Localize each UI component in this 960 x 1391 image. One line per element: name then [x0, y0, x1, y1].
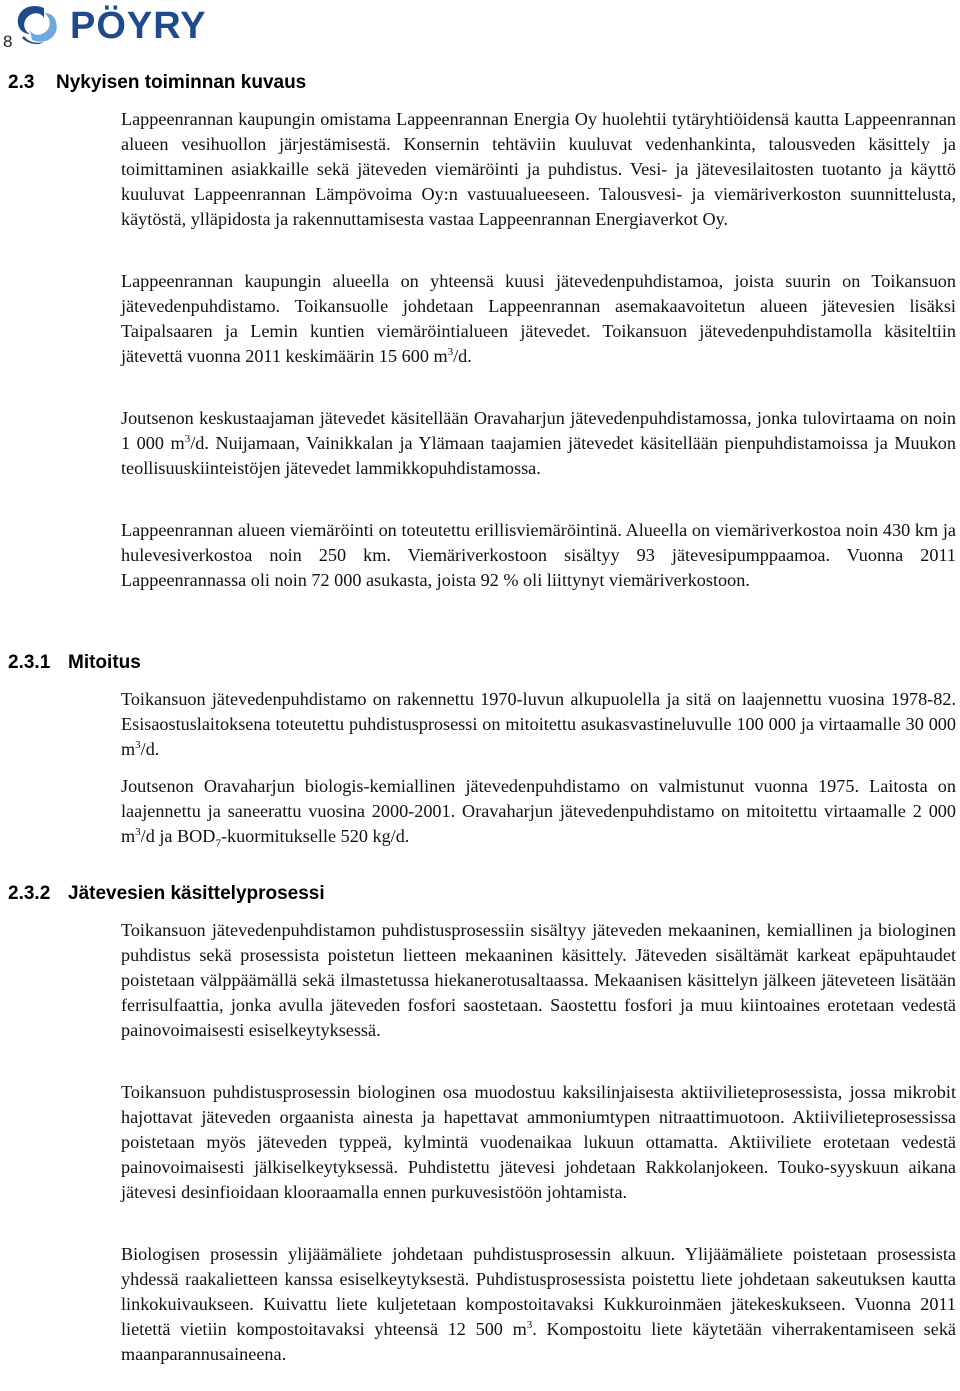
paragraph-vesihuolto: Lappeenrannan kaupungin omistama Lappeenrannan Energia Oy huolehtii tytäryhtiöidensä kautta Lappeenrannan alueen vesihuollon järjestämisestä. Konsernin tehtäviin kuuluvat vedenhankinta, talousveden käsittely ja toimittaminen asiakkaille sekä jäteveden viemäröinti ja puhdistus. Vesi- ja jätevesilaitosten tuotanto ja käyttö kuuluvat Lappeenrannan Lämpövoima Oy:n vastuualueeseen. Talousvesi- ja viemäriverkoston suunnittelusta, käytöstä, ylläpidosta ja rakennuttamisesta vastaa Lappeenrannan Energiaverkot Oy.: [121, 109, 956, 229]
page-number: 8: [3, 32, 13, 51]
paragraph-biologinen-kasittely: Toikansuon puhdistusprosessin biologinen osa muodostuu kaksilinjaisesta aktiivilieteprosessista, jossa mikrobit hajottavat jäteveden orgaanista ainesta ja hapettavat ammoniumtypen nitraattimuotoon. Aktiivilieteprosessissa poistetaan myös jäteveden typpeä, kylmintä vuodenaikaa lukuun ottamatta. Aktiiviliete erotetaan vedestä painovoimaisesti jälkiselkeytyksessä. Puhdistettu jätevesi johdetaan Rakkolanjokeen. Touko-syyskuun aikana jätevesi desinfioidaan klooraamalla ennen purkuvesistöön johtamista.: [121, 1082, 956, 1202]
paragraph-puhdistamot: Lappeenrannan kaupungin alueella on yhteensä kuusi jätevedenpuhdistamoa, joista suurin on Toikansuon jätevedenpuhdistamo. Toikansuolle johdetaan Lappeenrannan asemakaavoitetun alueen jätevesien lisäksi Taipalsaaren ja Lemin kuntien viemäröintialueen jätevedet. Toikansuon jätevedenpuhdistamolla käsiteltiin jätevettä vuonna 2011 keskimäärin 15 600 $m^3/d$.: [121, 271, 956, 366]
section-title: Jätevesien käsittelyprosessi: [68, 883, 325, 904]
section-heading-2-3: [8, 72, 306, 94]
section-number: 2.3.2: [8, 883, 51, 904]
logo-text: PÖYRY: [70, 5, 207, 47]
section-title: Nykyisen toiminnan kuvaus: [56, 72, 307, 93]
section-title: Mitoitus: [68, 652, 141, 673]
section-number: 2.3.1: [8, 652, 51, 673]
paragraph-liete: Biologisen prosessin ylijäämäliete johdetaan puhdistusprosessin alkuun. Ylijäämäliete poistetaan prosessista yhdessä raakalietteen kanssa esiselkeytyksestä. Puhdistusprosessista poistettu liete johdetaan sakeutuksen kautta linkokuivaukseen. Kuivattu liete kuljetetaan kompostoitavaksi Kukkuroinmäen jätekeskukseen. Vuonna 2011 lietettä vietiin kompostoitavaksi yhteensä 12 500 $m^3$. Kompostoitu liete käytetään viherrakentamiseen sekä maanparannusaineena.: [121, 1244, 956, 1364]
page-header: [0, 0, 960, 52]
section-heading-2-3-2: [8, 883, 325, 905]
section-heading-2-3-1: [8, 652, 141, 674]
paragraph-toikansuo-mitoitus: Toikansuon jätevedenpuhdistamo on rakennettu 1970-luvun alkupuolella ja sitä on laajennettu vuosina 1978-82. Esisaostuslaitoksena toteutettu puhdistusprosessi on mitoitettu asukasvastineluvulle 100 000 ja virtaamalle 30 000 $m^3/d$.: [121, 689, 956, 759]
section-number: 2.3: [8, 72, 35, 93]
swirl-icon: [18, 6, 57, 44]
paragraph-viemarointi: Lappeenrannan alueen viemäröinti on toteutettu erillisviemäröintinä. Alueella on viemäriverkostoa noin 430 km ja hulevesiverkostoa noin 250 km. Viemäriverkostoon sisältyy 93 jätevesipumppaamoa. Vuonna 2011 Lappeenrannassa oli noin 72 000 asukasta, joista 92 % oli liittynyt viemäriverkostoon.: [121, 520, 956, 590]
paragraph-mekaaninen-kasittely: Toikansuon jätevedenpuhdistamon puhdistusprosessiin sisältyy jäteveden mekaaninen, kemiallinen ja biologinen puhdistus sekä prosessista poistetun lietteen mekaaninen käsittely. Jäteveden sisältämät karkeat epäpuhtaudet poistetaan välppäämällä sekä ilmastetussa hiekanerotusaltaassa. Mekaanisen käsittelyn jälkeen jäteveteen lisätään ferrisulfaattia, jonka avulla jäteveden fosfori saostetaan. Saostettu fosfori ja muu kiintoaines erotetaan vedestä painovoimaisesti esiselkeytyksessä.: [121, 920, 956, 1040]
paragraph-joutseno: Joutsenon keskustaajaman jätevedet käsitellään Oravaharjun jätevedenpuhdistamossa, jonka tulovirtaama on noin 1 000 $m^3/d$. Nuijamaan, Vainikkalan ja Ylämaan taajamien jätevedet käsitellään pienpuhdistamoissa ja Muukon teollisuuskiinteistöjen jätevedet lammikkopuhdistamossa.: [121, 408, 956, 478]
poyry-logo: [10, 0, 260, 48]
paragraph-oravaharju-mitoitus: Joutsenon Oravaharjun biologis-kemiallinen jätevedenpuhdistamo on valmistunut vuonna 1975. Laitosta on laajennettu ja saneerattu vuosina 2000-2001. Oravaharjun jätevedenpuhdistamo on mitoitettu virtaamalle 2 000 $m^3/d$ ja $BOD_7$-kuormitukselle 520 kg/d.: [121, 776, 956, 850]
